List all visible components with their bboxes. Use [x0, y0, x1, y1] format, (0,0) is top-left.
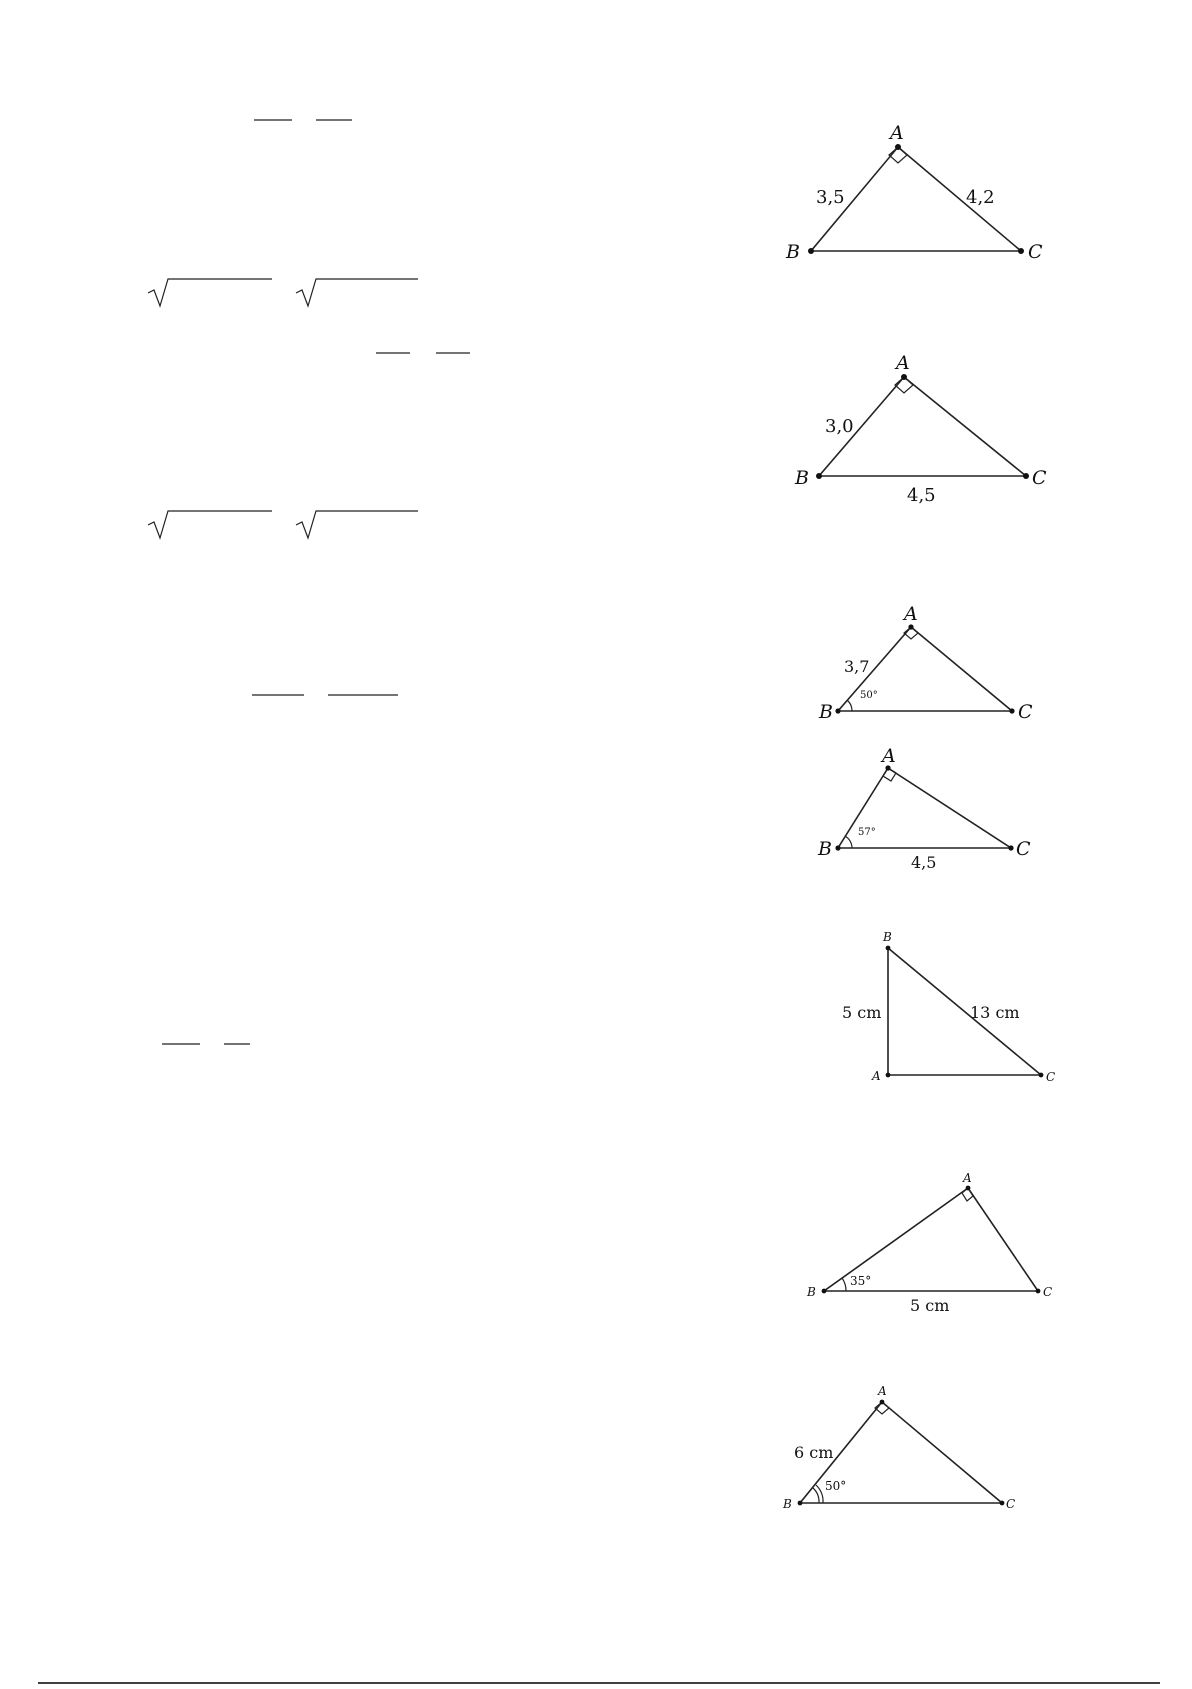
vertex-point [798, 1501, 803, 1506]
vertex-label-A: A [904, 603, 918, 625]
angle-label-B: 57° [858, 827, 876, 838]
vertex-label-B: B [795, 467, 809, 489]
vertex-label-A: A [872, 1069, 881, 1083]
vertex-point [1009, 708, 1014, 713]
vertex-point [822, 1289, 827, 1294]
angle-arc [842, 1278, 846, 1291]
triangle-figure-5 [842, 930, 1055, 1084]
side-length-AB: 3,5 [816, 187, 845, 208]
vertex-label-B: B [783, 1497, 792, 1511]
vertex-point [895, 144, 901, 150]
vertex-point [1023, 473, 1029, 479]
side-length-BC: 13 cm [970, 1003, 1020, 1022]
side-length-AB: 3,7 [844, 657, 870, 676]
side-length-AB: 5 cm [842, 1003, 882, 1022]
vertex-label-A: A [890, 122, 904, 144]
vertex-label-C: C [1046, 1070, 1056, 1084]
angle-label-B: 50° [825, 1479, 847, 1493]
vertex-point [835, 708, 840, 713]
vertex-point [835, 845, 840, 850]
vertex-point [816, 473, 822, 479]
angle-label-B: 35° [850, 1274, 872, 1288]
square-root-sign [296, 279, 418, 306]
vertex-point [901, 374, 907, 380]
square-root-sign [148, 511, 272, 538]
vertex-point [1018, 248, 1024, 254]
vertex-point [1000, 1501, 1005, 1506]
triangle-figure-4 [817, 745, 1031, 872]
vertex-point [886, 946, 891, 951]
triangle-figure-1 [785, 122, 1043, 263]
vertex-label-C: C [1032, 467, 1047, 489]
triangle-figure-3 [818, 603, 1033, 723]
vertex-label-C: C [1006, 1497, 1016, 1511]
square-root-sign [148, 279, 272, 306]
side-length-AC: 4,2 [966, 187, 995, 208]
vertex-label-A: A [878, 1384, 887, 1398]
triangle-figure-7 [782, 1384, 1015, 1511]
vertex-point [886, 1073, 891, 1078]
vertex-label-A: A [963, 1171, 972, 1185]
vertex-label-B: B [786, 241, 800, 263]
side-length-BC: 4,5 [907, 485, 936, 506]
angle-arc [847, 700, 852, 711]
vertex-label-A: A [896, 352, 910, 374]
angle-arc [813, 1488, 819, 1503]
vertex-label-C: C [1028, 241, 1043, 263]
vertex-label-B: B [818, 838, 832, 860]
vertex-label-B: B [819, 701, 833, 723]
triangle-figure-2 [794, 352, 1047, 506]
formula-fragments [148, 120, 470, 1044]
side-length-AB: 6 cm [794, 1443, 834, 1462]
angle-label-B: 50° [860, 690, 878, 701]
side-length-BC: 4,5 [911, 853, 937, 872]
vertex-point [808, 248, 814, 254]
side-length-AB: 3,0 [825, 416, 854, 437]
vertex-point [1039, 1073, 1044, 1078]
vertex-point [1036, 1289, 1041, 1294]
square-root-sign [296, 511, 418, 538]
vertex-point [880, 1400, 885, 1405]
triangle-figure-6 [806, 1171, 1052, 1315]
vertex-label-C: C [1043, 1285, 1053, 1299]
vertex-label-B: B [807, 1285, 816, 1299]
vertex-point [1008, 845, 1013, 850]
vertex-label-A: A [882, 745, 896, 767]
vertex-point [908, 624, 913, 629]
vertex-label-C: C [1018, 701, 1033, 723]
vertex-label-C: C [1016, 838, 1031, 860]
vertex-label-B: B [883, 930, 892, 944]
vertex-point [966, 1186, 971, 1191]
side-length-BC: 5 cm [910, 1296, 950, 1315]
angle-arc [845, 836, 852, 848]
